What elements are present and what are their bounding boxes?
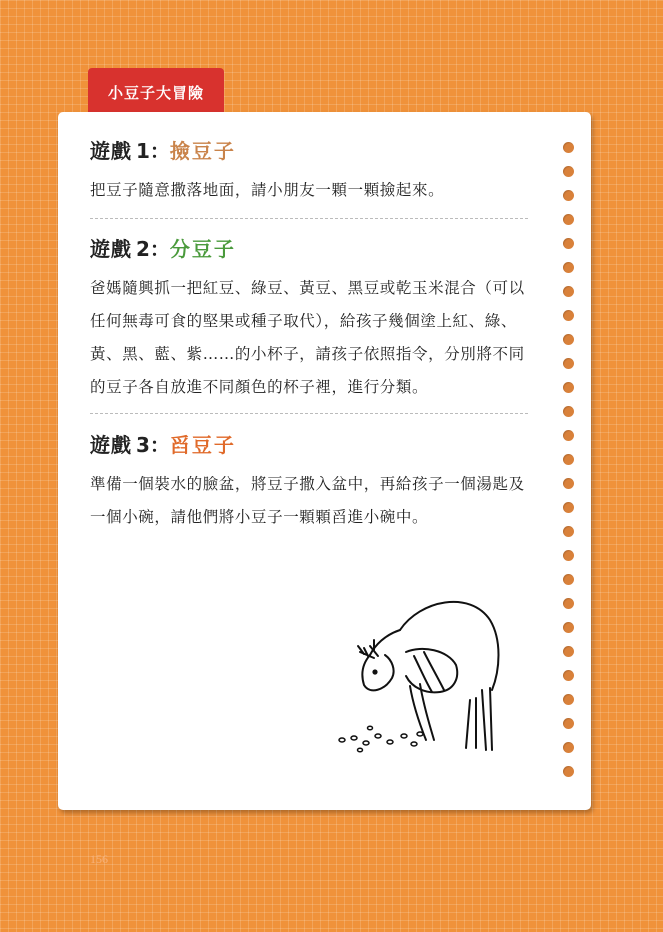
game-separator: ： bbox=[149, 237, 170, 261]
binder-hole bbox=[563, 286, 574, 297]
page-number: 156 bbox=[90, 852, 108, 866]
binder-hole bbox=[563, 382, 574, 393]
game-number: 1 bbox=[136, 139, 150, 163]
game-name: 撿豆子 bbox=[169, 139, 236, 163]
game-name: 舀豆子 bbox=[169, 433, 236, 457]
binder-hole bbox=[563, 694, 574, 705]
binder-hole bbox=[563, 502, 574, 513]
dashed-divider bbox=[90, 218, 528, 219]
game-2-title bbox=[90, 236, 530, 262]
game-2-text: 爸媽隨興抓一把紅豆、綠豆、黃豆、黑豆或乾玉米混合（可以任何無毒可食的堅果或種子取代），給孩子幾個塗上紅、綠、黃、黑、藍、紫……的小杯子，請孩子依照指令，分別將不同的豆子各自放進不同顏色的杯子裡，進行分類。 bbox=[90, 279, 525, 396]
game-label: 遊戲 bbox=[90, 237, 132, 261]
binder-hole bbox=[563, 358, 574, 369]
game-1-text: 把豆子隨意撒落地面，請小朋友一顆一顆撿起來。 bbox=[90, 181, 445, 199]
binder-hole bbox=[563, 430, 574, 441]
binder-hole bbox=[563, 670, 574, 681]
binder-hole bbox=[563, 334, 574, 345]
binder-hole bbox=[563, 166, 574, 177]
binder-hole bbox=[563, 622, 574, 633]
game-3 bbox=[90, 432, 530, 534]
game-3-title bbox=[90, 432, 530, 458]
game-1-title bbox=[90, 138, 530, 164]
binder-hole bbox=[563, 142, 574, 153]
binder-hole bbox=[563, 406, 574, 417]
binder-hole bbox=[563, 262, 574, 273]
binder-hole bbox=[563, 478, 574, 489]
binder-hole bbox=[563, 718, 574, 729]
game-separator: ： bbox=[149, 139, 170, 163]
deer-eating-beans-drawing bbox=[330, 590, 510, 760]
game-label: 遊戲 bbox=[90, 139, 132, 163]
binder-hole bbox=[563, 526, 574, 537]
game-name: 分豆子 bbox=[169, 237, 236, 261]
dashed-divider bbox=[90, 413, 528, 414]
game-separator: ： bbox=[149, 433, 170, 457]
game-1 bbox=[90, 138, 530, 207]
binder-hole bbox=[563, 454, 574, 465]
binder-hole bbox=[563, 550, 574, 561]
binder-hole bbox=[563, 574, 574, 585]
binder-hole bbox=[563, 766, 574, 777]
section-tab: 小豆子大冒險 bbox=[88, 68, 224, 116]
binder-hole bbox=[563, 598, 574, 609]
binder-hole bbox=[563, 190, 574, 201]
binder-hole bbox=[563, 238, 574, 249]
binder-hole bbox=[563, 742, 574, 753]
binder-hole bbox=[563, 310, 574, 321]
game-label: 遊戲 bbox=[90, 433, 132, 457]
game-number: 2 bbox=[136, 237, 150, 261]
binder-hole bbox=[563, 214, 574, 225]
game-3-text: 準備一個裝水的臉盆，將豆子撒入盆中，再給孩子一個湯匙及一個小碗，請他們將小豆子一顆顆舀進小碗中。 bbox=[90, 475, 525, 526]
binder-hole bbox=[563, 646, 574, 657]
game-number: 3 bbox=[136, 433, 150, 457]
game-2 bbox=[90, 236, 530, 404]
